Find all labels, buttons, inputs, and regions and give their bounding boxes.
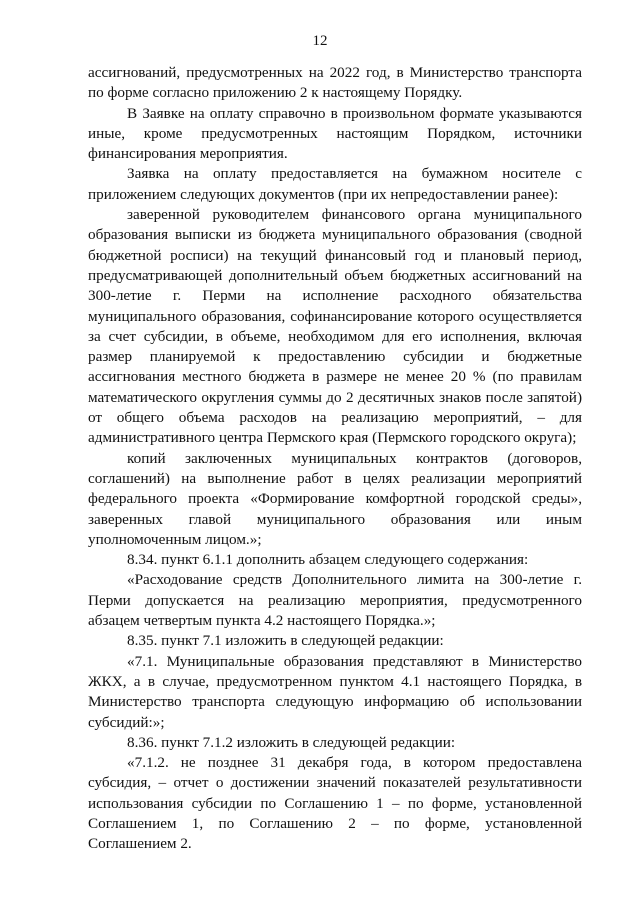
paragraph: 8.34. пункт 6.1.1 дополнить абзацем следующего содержания: xyxy=(127,551,529,569)
page-number: 12 xyxy=(312,33,328,49)
document-body xyxy=(88,63,582,855)
paragraph: ассигнований, предусмотренных на 2022 год, в Министерство транспорта по форме согласно приложению 2 к настоящему Порядку. xyxy=(88,64,582,102)
paragraph: 8.35. пункт 7.1 изложить в следующей редакции: xyxy=(127,632,444,650)
paragraph: «Расходование средств Дополнительного лимита на 300-летие г. Перми допускается на реализацию мероприятия, предусмотренного абзацем четвертым пункта 4.2 настоящего Порядка.»; xyxy=(88,571,582,630)
paragraph: В Заявке на оплату справочно в произвольном формате указываются иные, кроме предусмотренных настоящим Порядком, источники финансирования мероприятия. xyxy=(88,104,582,163)
paragraph: Заявка на оплату предоставляется на бумажном носителе с приложением следующих документов (при их непредоставлении ранее): xyxy=(88,165,582,203)
paragraph: копий заключенных муниципальных контрактов (договоров, соглашений) на выполнение работ в целях реализации мероприятий федерального проекта «Формирование комфортной городской среды», заверенных главой муниципального образования или иным уполномоченным лицом.»; xyxy=(88,449,582,548)
paragraph: «7.1. Муниципальные образования представляют в Министерство ЖКХ, а в случае, предусмотренном пунктом 4.1 настоящего Порядка, в Министерство транспорта следующую информацию об использовании субсидий:»; xyxy=(88,652,582,731)
paragraph: заверенной руководителем финансового органа муниципального образования выписки из бюджета муниципального образования (сводной бюджетной росписи) на текущий финансовый год и плановый период, предусматривающей дополнительный объем бюджетных ассигнований на 300-летие г. Перми на исполнение расходного обязательства муниципального образования, софинансирование которого осуществляется за счет субсидии, в объеме, необходимом для его исполнения, включая размер планируемой к предоставлению субсидии и бюджетные ассигнования местного бюджета в размере не менее 20 % (по правилам математического округления суммы до 2 десятичных знаков после запятой) от общего объема расходов на реализацию мероприятий, – для административного центра Пермского края (Пермского городского округа); xyxy=(88,206,582,447)
paragraph: «7.1.2. не позднее 31 декабря года, в котором предоставлена субсидия, – отчет о достижении значений показателей результативности использования субсидии по Соглашению 1 – по форме, установленной Соглашением 1, по Соглашению 2 – по форме, установленной Соглашением 2. xyxy=(88,754,582,853)
paragraph: 8.36. пункт 7.1.2 изложить в следующей редакции: xyxy=(127,733,456,751)
